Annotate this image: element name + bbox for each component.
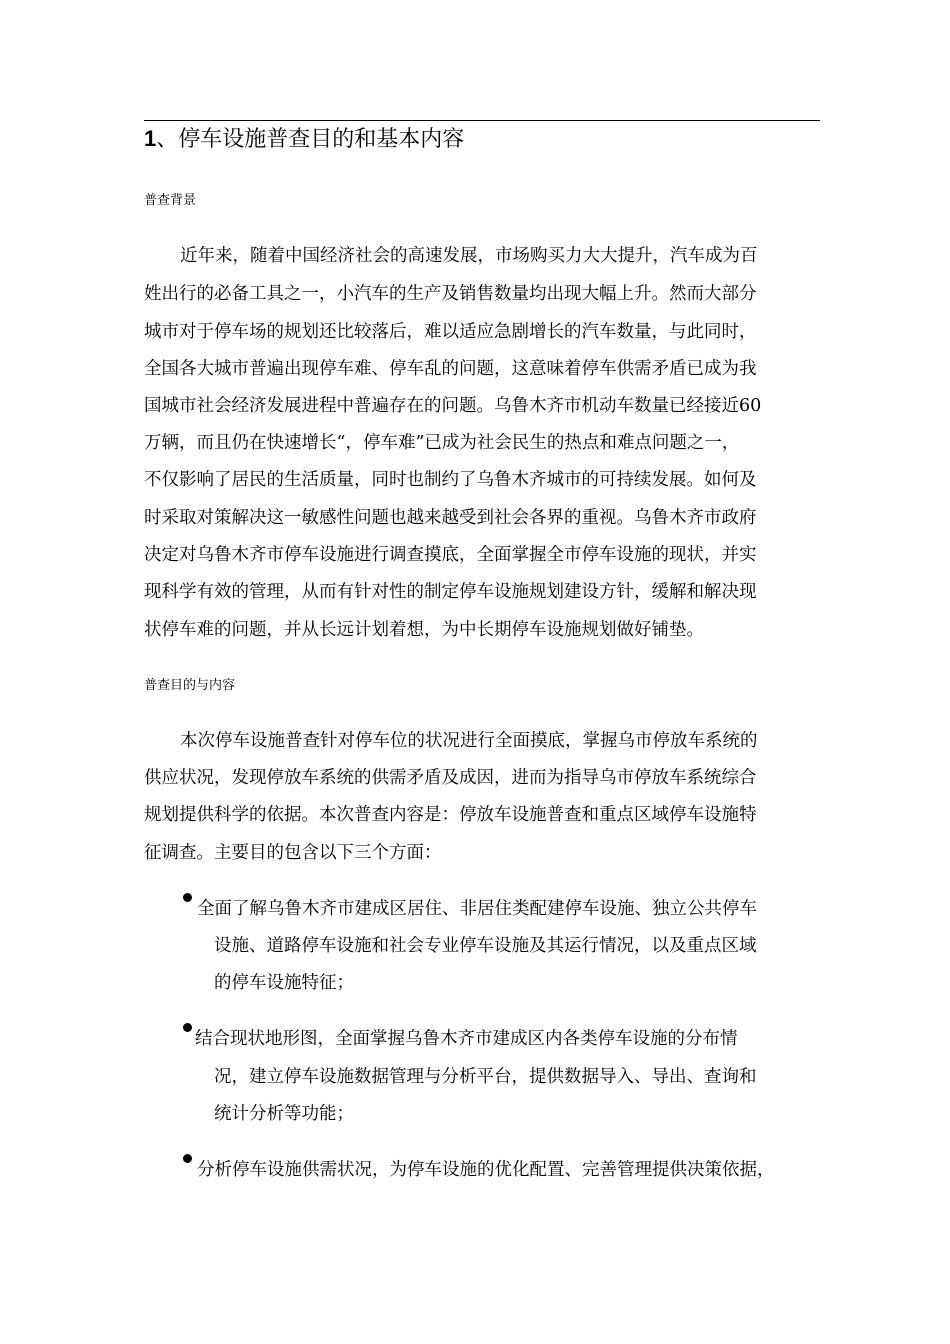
paragraph-line: 全国各大城市普遍出现停车难、停车乱的问题，这意味着停车供需矛盾已成为我 [144, 359, 757, 379]
bullet-line: 的停车设施特征； [214, 973, 354, 993]
bullet-dot-icon [183, 1154, 192, 1163]
paragraph-line: 时采取对策解决这一敏感性问题也越来越受到社会各界的重视。乌鲁木齐市政府 [144, 508, 757, 528]
paragraph-line: 不仅影响了居民的生活质量，同时也制约了乌鲁木齐城市的可持续发展。如何及 [144, 470, 757, 490]
paragraph-line: 决定对乌鲁木齐市停车设施进行调查摸底，全面掌握全市停车设施的现状，并实 [144, 545, 757, 565]
paragraph-line: 国城市社会经济发展进程中普遍存在的问题。乌鲁木齐市机动车数量已经接近60 [144, 396, 762, 416]
section-title: 、停车设施普查目的和基本内容 [156, 127, 465, 152]
bullet-line: 况，建立停车设施数据管理与分析平台，提供数据导入、导出、查询和 [214, 1067, 757, 1087]
header-rule [144, 120, 820, 121]
section-heading [144, 123, 824, 156]
paragraph-line: 万辆，而且仍在快速增长“，停车难”已成为社会民生的热点和难点问题之一， [144, 433, 740, 453]
section-number: 1 [144, 126, 157, 151]
paragraph-line: 本次停车设施普查针对停车位的状况进行全面摸底，掌握乌市停放车系统的 [180, 731, 758, 751]
bullet-dot-icon [183, 893, 192, 902]
purpose-subheading: 普查目的与内容 [144, 678, 236, 693]
bullet-line: 统计分析等功能； [214, 1104, 354, 1124]
paragraph-line: 规划提供科学的依据。本次普查内容是：停放车设施普查和重点区域停车设施特 [144, 805, 757, 825]
bullet-line: 设施、道路停车设施和社会专业停车设施及其运行情况，以及重点区域 [214, 936, 757, 956]
paragraph-line: 城市对于停车场的规划还比较落后，难以适应急剧增长的汽车数量，与此同时， [144, 322, 757, 342]
bullet-dot-icon [183, 1023, 192, 1032]
paragraph-line: 近年来，随着中国经济社会的高速发展，市场购买力大大提升，汽车成为百 [180, 246, 758, 266]
paragraph-line: 征调查。主要目的包含以下三个方面： [144, 843, 442, 863]
background-subheading: 普查背景 [144, 193, 197, 208]
paragraph-line: 状停车难的问题，并从长远计划着想，为中长期停车设施规划做好铺垫。 [144, 620, 704, 640]
bullet-line: 全面了解乌鲁木齐市建成区居住、非居住类配建停车设施、独立公共停车 [197, 899, 757, 919]
paragraph-line: 现科学有效的管理，从而有针对性的制定停车设施规划建设方针，缓解和解决现 [144, 582, 757, 602]
bullet-line: 分析停车设施供需状况，为停车设施的优化配置、完善管理提供决策依据， [197, 1160, 775, 1180]
paragraph-line: 姓出行的必备工具之一，小汽车的生产及销售数量均出现大幅上升。然而大部分 [144, 284, 757, 304]
bullet-line: 结合现状地形图，全面掌握乌鲁木齐市建成区内各类停车设施的分布情 [195, 1029, 738, 1049]
paragraph-line: 供应状况，发现停放车系统的供需矛盾及成因，进而为指导乌市停放车系统综合 [144, 768, 757, 788]
